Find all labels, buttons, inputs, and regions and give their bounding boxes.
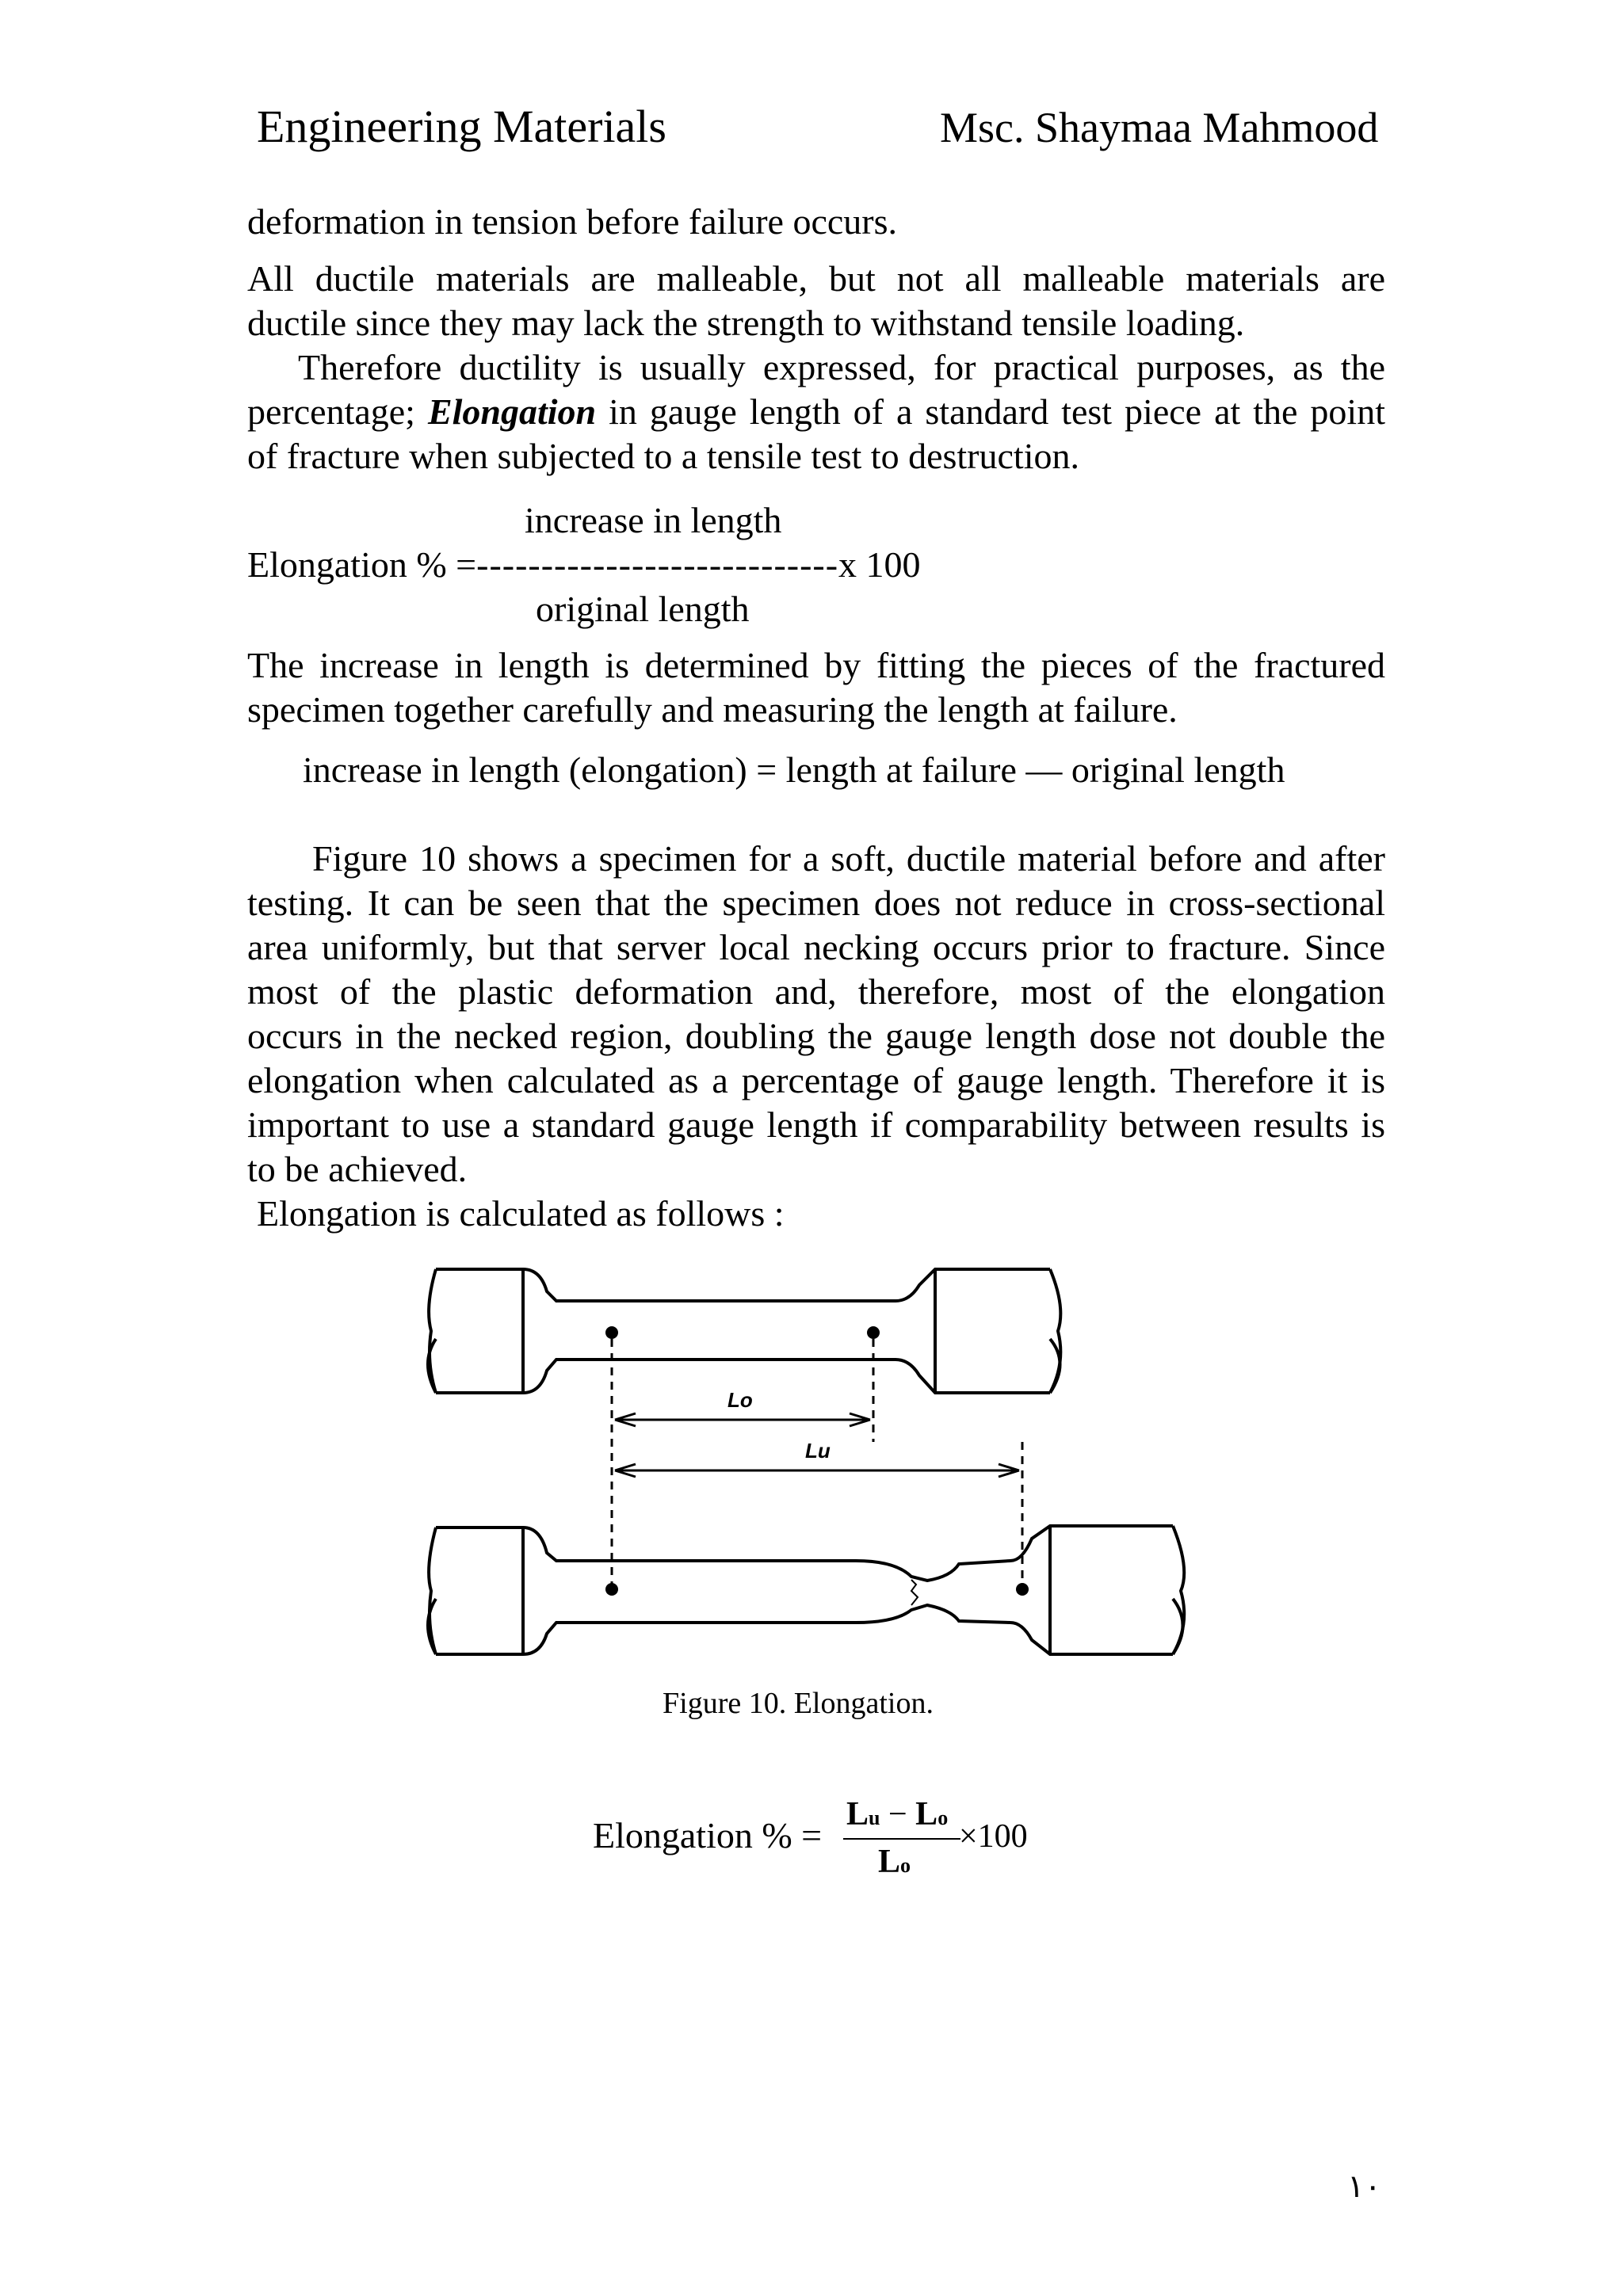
figure-caption: Figure 10. Elongation.: [663, 1687, 934, 1720]
paragraph-line: The increase in length is determined by fitting the pieces of the fractured: [247, 645, 1385, 685]
paragraph-line: deformation in tension before failure occurs.: [247, 201, 898, 242]
header-title: Engineering Materials: [257, 101, 666, 152]
paragraph-line: Figure 10 shows a specimen for a soft, ductile material before and after: [312, 838, 1385, 879]
paragraph-line: [247, 390, 1385, 434]
fraction-bar: [843, 1838, 960, 1840]
num-l1: L: [846, 1796, 869, 1833]
specimen-before: [428, 1269, 1060, 1393]
paragraph-line: most of the plastic deformation and, therefore, most of the elongation: [247, 971, 1385, 1012]
formula1-denominator: original length: [536, 589, 750, 629]
formula1-line: [247, 543, 921, 585]
den-l: L: [878, 1844, 901, 1880]
formula2-lhs: Elongation % =: [593, 1815, 823, 1855]
formula1-dashes: ----------------------------: [476, 544, 839, 585]
label-lo: Lo: [727, 1388, 753, 1412]
equation-line: increase in length (elongation) = length at failure — original length: [303, 749, 1285, 790]
paragraph-line: occurs in the necked region, doubling the gauge length dose not double the: [247, 1016, 1385, 1056]
paragraph-line: All ductile materials are malleable, but not all malleable materials are: [247, 258, 1385, 299]
formula1-lhs: Elongation % =: [247, 544, 477, 585]
formula1-multiplier: x 100: [838, 544, 921, 585]
emphasis-elongation: Elongation: [427, 391, 597, 432]
paragraph-line: elongation when calculated as a percentage of gauge length. Therefore it is: [247, 1060, 1385, 1100]
specimen-after: [428, 1526, 1184, 1654]
num-sub1: u: [869, 1806, 880, 1829]
paragraph-line: of fracture when subjected to a tensile test to destruction.: [247, 436, 1079, 476]
num-sub2: o: [938, 1806, 949, 1829]
page-number: ١٠: [1347, 2168, 1381, 2204]
header-author: Msc. Shaymaa Mahmood: [940, 104, 1379, 151]
den-sub: o: [900, 1854, 911, 1877]
elongation-figure: [412, 1244, 1205, 1688]
paragraph-line: area uniformly, but that server local necking occurs prior to fracture. Since: [247, 927, 1385, 967]
paragraph-line: to be achieved.: [247, 1149, 468, 1189]
paragraph-fragment: percentage;: [247, 391, 428, 432]
paragraph-line: specimen together carefully and measuring the length at failure.: [247, 689, 1178, 730]
formula1-numerator: increase in length: [525, 500, 782, 540]
paragraph-fragment: in gauge length of a standard test piece at the point: [596, 391, 1385, 432]
formula2-multiplier: ×100: [959, 1818, 1028, 1855]
paragraph-line: ductile since they may lack the strength to withstand tensile loading.: [247, 303, 1245, 343]
formula2-denominator: [878, 1843, 911, 1881]
paragraph-line: important to use a standard gauge length if comparability between results is: [247, 1104, 1385, 1145]
paragraph-line: Elongation is calculated as follows :: [257, 1193, 785, 1234]
formula2-numerator: [846, 1795, 948, 1833]
label-lu: Lu: [805, 1439, 831, 1463]
paragraph-line: testing. It can be seen that the specimen does not reduce in cross-sectional: [247, 883, 1385, 923]
num-minus: −: [880, 1796, 916, 1833]
num-l2: L: [915, 1796, 938, 1833]
paragraph-line: Therefore ductility is usually expressed, for practical purposes, as the: [298, 347, 1385, 387]
